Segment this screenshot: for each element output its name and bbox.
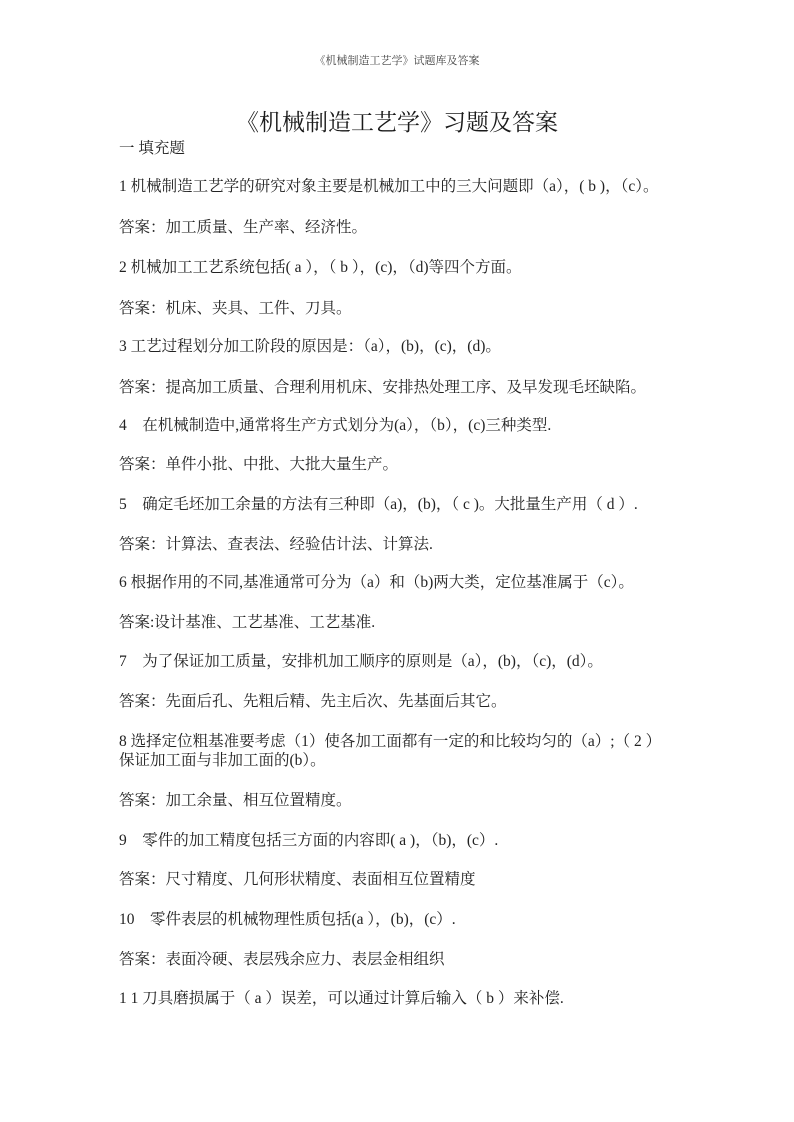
answer-1: 答案：加工质量、生产率、经济性。 (119, 219, 368, 236)
question-3: 3 工艺过程划分加工阶段的原因是：（a），(b)，(c)，(d)。 (119, 338, 501, 355)
question-6: 6 根据作用的不同,基准通常可分为（a）和（b)两大类，定位基准属于（c）。 (119, 574, 634, 591)
answer-8: 答案：加工余量、相互位置精度。 (119, 792, 352, 809)
answer-7: 答案：先面后孔、先粗后精、先主后次、先基面后其它。 (119, 693, 507, 710)
document-title: 《机械制造工艺学》习题及答案 (236, 110, 558, 135)
answer-9: 答案：尺寸精度、几何形状精度、表面相互位置精度 (119, 871, 476, 888)
section-heading: 一 填充题 (119, 140, 185, 157)
question-2: 2 机械加工工艺系统包括( a ），（ b ），(c)，（d)等四个方面。 (119, 259, 522, 276)
question-7: 7 为了保证加工质量，安排机加工顺序的原则是（a），(b)，（c)，(d）。 (119, 653, 603, 670)
question-11: 1 1 刀具磨损属于（ a ）误差，可以通过计算后输入（ b ）来补偿. (119, 990, 564, 1007)
answer-10: 答案：表面冷硬、表层残余应力、表层金相组织 (119, 951, 445, 968)
question-4: 4 在机械制造中,通常将生产方式划分为(a），（b），(c)三种类型. (119, 417, 552, 434)
question-1: 1 机械制造工艺学的研究对象主要是机械加工中的三大问题即（a），( b )，（c）。 (119, 178, 659, 195)
page-header: 《机械制造工艺学》试题库及答案 (314, 55, 480, 67)
question-10: 10 零件表层的机械物理性质包括(a ），(b)，(c）. (119, 911, 456, 928)
answer-2: 答案：机床、夹具、工件、刀具。 (119, 300, 352, 317)
answer-6: 答案:设计基准、工艺基准、工艺基准. (119, 614, 376, 631)
question-9: 9 零件的加工精度包括三方面的内容即( a )，（b)，(c）. (119, 832, 499, 849)
question-5: 5 确定毛坯加工余量的方法有三种即（a)，(b)，（ c )。大批量生产用（ d ）. (119, 496, 638, 513)
answer-3: 答案：提高加工质量、合理利用机床、安排热处理工序、及早发现毛坯缺陷。 (119, 379, 647, 396)
question-8-line-1: 8 选择定位粗基准要考虑（1）使各加工面都有一定的和比较均匀的（a）;（ 2 ） (119, 733, 662, 750)
answer-5: 答案：计算法、查表法、经验估计法、计算法. (119, 536, 433, 553)
question-8-line-2: 保证加工面与非加工面的(b）。 (119, 752, 326, 769)
answer-4: 答案：单件小批、中批、大批大量生产。 (119, 456, 399, 473)
